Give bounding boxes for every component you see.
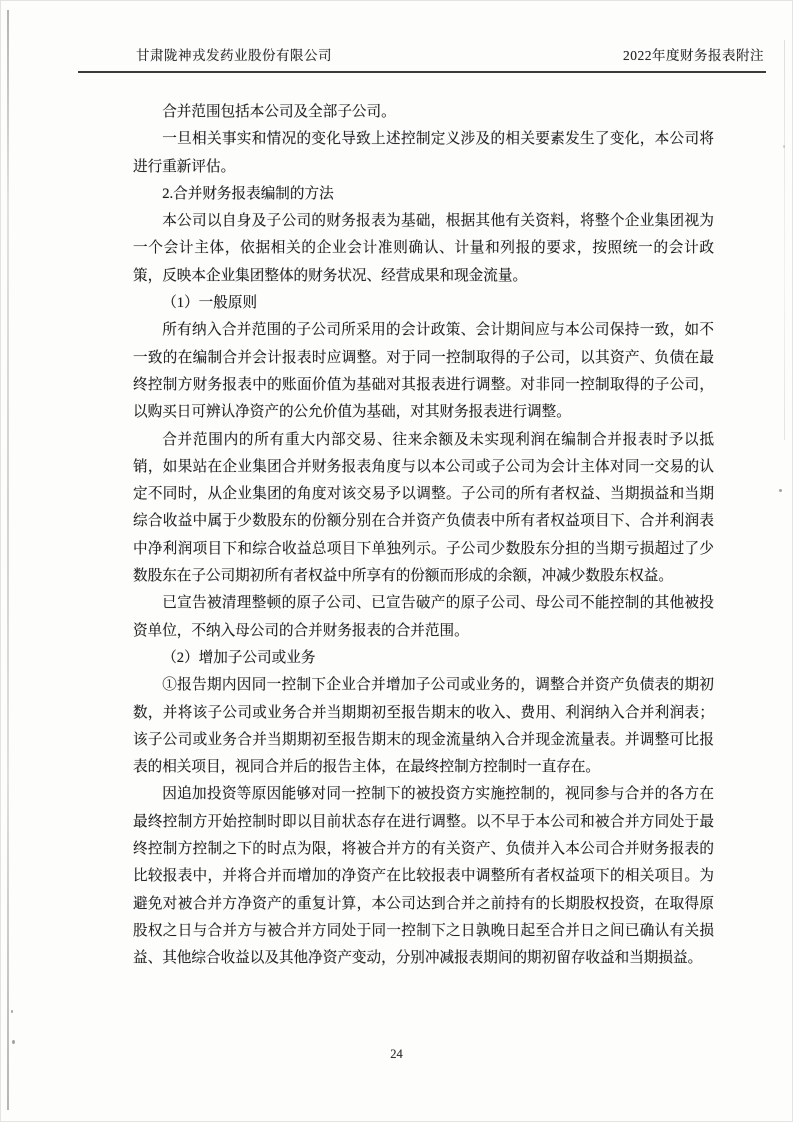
- page-number: 24: [390, 1047, 403, 1061]
- paragraph: 合并范围内的所有重大内部交易、往来余额及未实现利润在编制合并报表时予以抵销，如果站在企业集团合并财务报表角度与以本公司或子公司为会计主体对同一交易的认定不同时，从企业集团的角度对该交易予以调整。子公司的所有者权益、当期损益和当期综合收益中属于少数股东的份额分别在合并资产负债表中所有者权益项目下、合并利润表中净利润项目下和综合收益总项目下单独列示。子公司少数股东分担的当期亏损超过了少数股东在子公司期初所有者权益中所享有的份额而形成的余额，冲减少数股东权益。: [133, 431, 714, 585]
- paragraph: 因追加投资等原因能够对同一控制下的被投资方实施控制的，视同参与合并的各方在最终控制方开始控制时即以目前状态存在进行调整。以不早于本公司和被合并方同处于最终控制方控制之下的时点为限，将被合并方的有关资产、负债并入本公司合并财务报表的比较报表中，并将合并而增加的净资产在比较报表中调整所有者权益项下的相关项目。为避免对被合并方净资产的重复计算，本公司达到合并之前持有的长期股权投资，在取得原股权之日与合并方与被合并方同处于同一控制下之日孰晚日起至合并日之间已确认有关损益、其他综合收益以及其他净资产变动，分别冲减报表期间的期初留存收益和当期损益。: [133, 786, 714, 967]
- scan-speck: [11, 1010, 13, 1013]
- paragraph: 本公司以自身及子公司的财务报表为基础，根据其他有关资料，将整个企业集团视为一个会计主体，依据相关的企业会计准则确认、计量和列报的要求，按照统一的会计政策，反映本企业集团整体的财务状况、经营成果和现金流量。: [133, 213, 714, 284]
- paragraph: 所有纳入合并范围的子公司所采用的会计政策、会计期间应与本公司保持一致，如不一致的在编制合并会计报表时应调整。对于同一控制取得的子公司，以其资产、负债在最终控制方财务报表中的账面价值为基础对其报表进行调整。对非同一控制取得的子公司，以购买日可辨认净资产的公允价值为基础，对其财务报表进行调整。: [133, 322, 714, 421]
- paragraph: ①报告期内因同一控制下企业合并增加子公司或业务的，调整合并资产负债表的期初数，并将该子公司或业务合并当期期初至报告期末的收入、费用、利润纳入合并利润表；该子公司或业务合并当期期初至报告期末的现金流量纳入合并现金流量表。并调整可比报表的相关项目，视同合并后的报告主体，在最终控制方控制时一直存在。: [133, 677, 714, 776]
- paragraph: 已宣告被清理整顿的原子公司、已宣告破产的原子公司、母公司不能控制的其他被投资单位，不纳入母公司的合并财务报表的合并范围。: [133, 595, 714, 639]
- document-body: [133, 99, 714, 973]
- paragraph: （1）一般原则: [162, 295, 258, 312]
- paragraph: 一旦相关事实和情况的变化导致上述控制定义涉及的相关要素发生了变化，本公司将进行重新评估。: [133, 131, 714, 175]
- scan-speck: [12, 1040, 15, 1044]
- page-footer: [0, 1047, 793, 1062]
- company-name: 甘肃陇神戎发药业股份有限公司: [136, 48, 332, 63]
- paragraph: 2.合并财务报表编制的方法: [162, 185, 334, 202]
- scan-edge-artifact-left: [7, 10, 9, 1110]
- scan-speck: [783, 145, 785, 148]
- page-header: [78, 44, 766, 73]
- document-title: 2022年度财务报表附注: [623, 48, 764, 63]
- scan-speck: [779, 489, 782, 492]
- paragraph: （2）增加子公司或业务: [162, 649, 316, 666]
- scan-edge-artifact-right: [784, 40, 785, 440]
- paragraph: 合并范围包括本公司及全部子公司。: [162, 104, 396, 120]
